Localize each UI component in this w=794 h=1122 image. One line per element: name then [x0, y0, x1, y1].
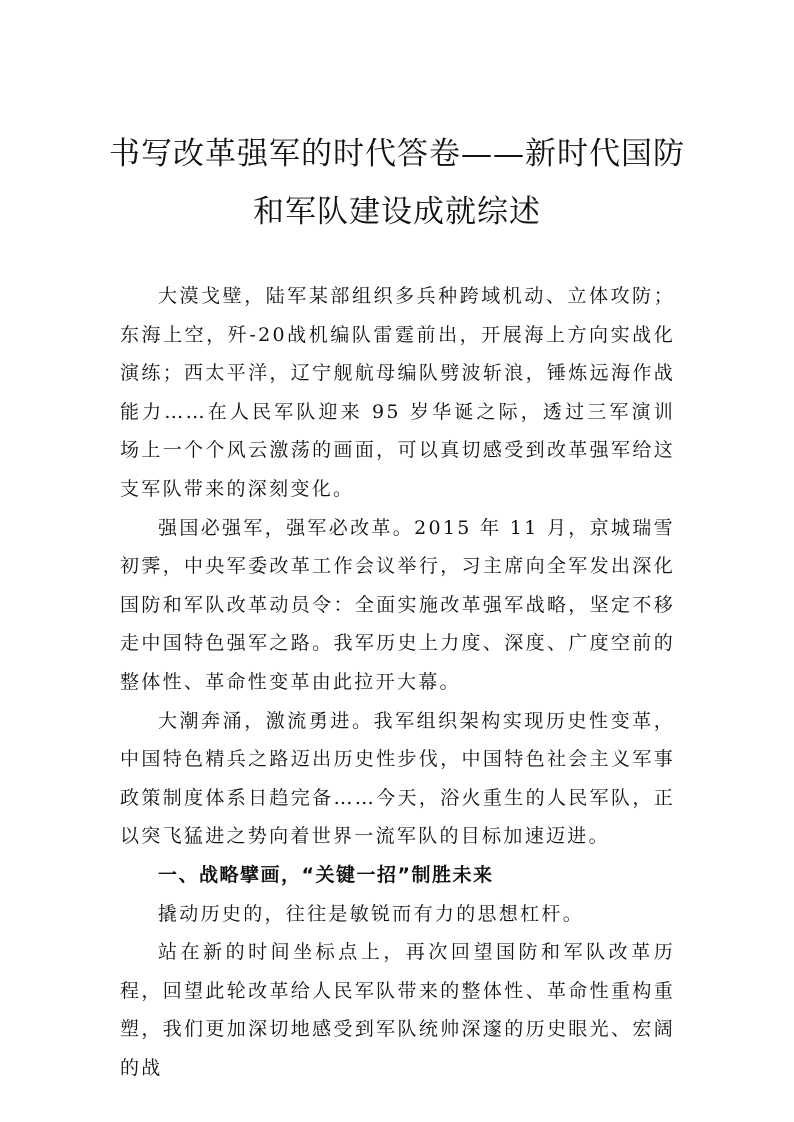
article-body — [120, 277, 675, 1087]
article-title-line-2: 和军队建设成就综述 — [253, 194, 541, 230]
reform-paragraph: 强国必强军，强军必改革。2015 年 11 月，京城瑞雪初霁，中央军委改革工作会议举行，习主席向全军发出深化国防和军队改革动员令：全面实施改革强军战略，坚定不移走中国特色强军之路。我军历史上力度、深度、广度空前的整体性、革命性变革由此拉开大幕。 — [120, 516, 675, 693]
section-heading: 一、战略擘画，“关键一招”制胜未来 — [158, 863, 494, 886]
section-paragraph: 站在新的时间坐标点上，再次回望国防和军队改革历程，回望此轮改革给人民军队带来的整体性、革命性重构重塑，我们更加深切地感受到军队统帅深邃的历史眼光、宏阔的战 — [120, 941, 675, 1079]
progress-paragraph: 大潮奔涌，激流勇进。我军组织架构实现历史性变革，中国特色精兵之路迈出历史性步伐，中国特色社会主义军事政策制度体系日趋完备……今天，浴火重生的人民军队，正以突飞猛进之势向着世界一流军队的目标加速迈进。 — [120, 709, 675, 848]
section-paragraph: 撬动历史的，往往是敏锐而有力的思想杠杆。 — [158, 902, 585, 925]
intro-paragraph: 大漠戈壁，陆军某部组织多兵种跨域机动、立体攻防；东海上空，歼-20战机编队雷霆前出，开展海上方向实战化演练；西太平洋，辽宁舰航母编队劈波斩浪，锤炼远海作战能力……在人民军队迎来 95 岁华诞之际，透过三军演训场上一个个风云激荡的画面，可以真切感受到改革强军给这支军队带来的深刻变化。 — [120, 285, 675, 500]
article-title-line-1: 书写改革强军的时代答卷——新时代国防 — [109, 136, 685, 172]
